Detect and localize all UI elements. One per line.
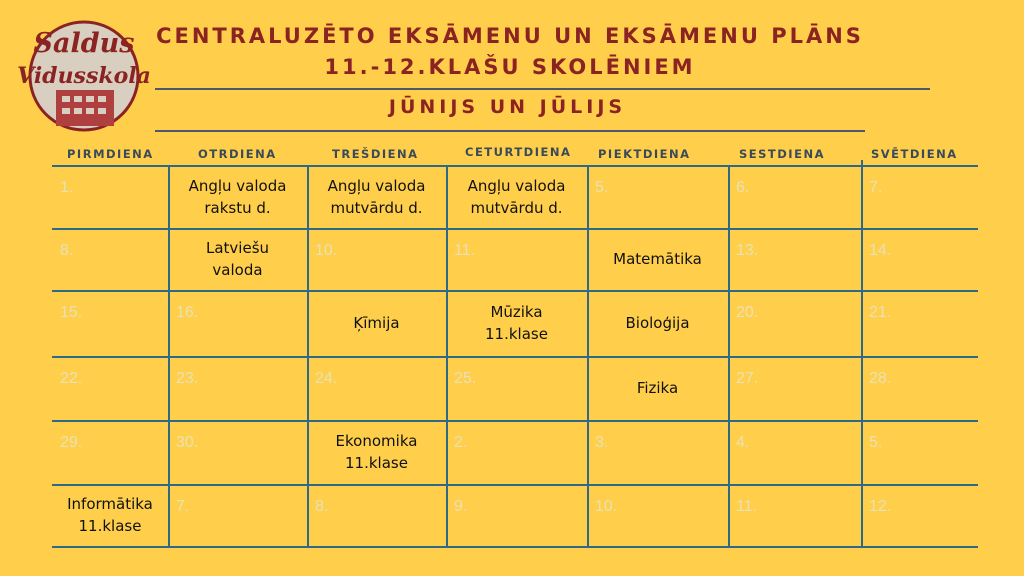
day-number: 22. — [60, 370, 83, 387]
grid-line — [52, 484, 978, 486]
exam-subject: Ekonomika 11.klase — [335, 432, 418, 472]
grid-line — [861, 160, 863, 547]
logo-text-saldus: Saldus — [33, 28, 135, 59]
day-number: 15. — [60, 304, 83, 321]
exam-subject: Mūzika 11.klase — [485, 303, 548, 343]
day-number: 10. — [595, 498, 618, 515]
exam-subject: Ķīmija — [353, 314, 400, 332]
day-number: 27. — [736, 370, 759, 387]
grid-line — [168, 165, 170, 547]
grid-line — [446, 165, 448, 547]
day-number: 4. — [736, 434, 750, 451]
grid-line — [52, 356, 978, 358]
day-number: 12. — [869, 498, 892, 515]
weekday-thursday: CETURTDIENA — [465, 145, 572, 159]
day-number: 30. — [176, 434, 199, 451]
day-number: 2. — [454, 434, 468, 451]
grid-line — [52, 228, 978, 230]
day-number: 16. — [176, 304, 199, 321]
exam-subject: Informātika 11.klase — [67, 495, 153, 535]
day-number: 13. — [736, 242, 759, 259]
exam-subject: Fizika — [636, 379, 679, 397]
grid-line — [728, 165, 730, 547]
day-number: 5. — [869, 434, 883, 451]
day-number: 5. — [595, 179, 609, 196]
page-subtitle: 11.-12.KLAŠU SKOLĒNIEM — [324, 55, 696, 79]
day-number: 24. — [315, 370, 338, 387]
day-number: 7. — [869, 179, 883, 196]
day-number: 7. — [176, 498, 190, 515]
title-divider — [155, 88, 930, 90]
exam-subject: Angļu valoda mutvārdu d. — [467, 176, 566, 217]
logo-text-vidusskola: Vidusskola — [17, 63, 151, 89]
day-number: 9. — [454, 498, 468, 515]
grid-line — [307, 165, 309, 547]
school-logo-icon — [16, 16, 152, 136]
day-number: 21. — [869, 304, 892, 321]
weekday-wednesday: TREŠDIENA — [332, 147, 419, 161]
weekday-monday: PIRMDIENA — [67, 147, 154, 161]
school-logo — [16, 16, 152, 136]
weekday-sunday: SVĒTDIENA — [871, 147, 958, 161]
grid-line — [52, 290, 978, 292]
exam-subject: Angļu valoda mutvārdu d. — [327, 176, 426, 217]
grid-line — [587, 165, 589, 547]
exam-subject: Matemātika — [613, 250, 702, 268]
weekday-saturday: SESTDIENA — [739, 147, 825, 161]
day-number: 20. — [736, 304, 759, 321]
day-number: 10. — [315, 242, 338, 259]
day-number: 25. — [454, 370, 477, 387]
months-heading: JŪNIJS UN JŪLIJS — [388, 96, 627, 118]
day-number: 14. — [869, 242, 892, 259]
page-title: CENTRALUZĒTO EKSĀMENU UN EKSĀMENU PLĀNS — [156, 24, 864, 48]
day-number: 6. — [736, 179, 750, 196]
exam-subject: Latviešu valoda — [205, 239, 270, 279]
day-number: 23. — [176, 370, 199, 387]
day-number: 8. — [315, 498, 329, 515]
day-number: 28. — [869, 370, 892, 387]
exam-subject: Bioloģija — [625, 314, 690, 332]
exam-subject: Angļu valoda rakstu d. — [188, 176, 287, 217]
day-number: 1. — [60, 179, 74, 196]
day-number: 11. — [736, 498, 758, 515]
months-divider — [155, 130, 865, 132]
grid-line — [52, 420, 978, 422]
weekday-tuesday: OTRDIENA — [198, 147, 277, 161]
grid-line — [52, 546, 978, 548]
weekday-friday: PIEKTDIENA — [598, 147, 691, 161]
day-number: 11. — [454, 242, 476, 259]
grid-line — [52, 165, 978, 167]
day-number: 8. — [60, 242, 74, 259]
day-number: 29. — [60, 434, 83, 451]
day-number: 3. — [595, 434, 609, 451]
